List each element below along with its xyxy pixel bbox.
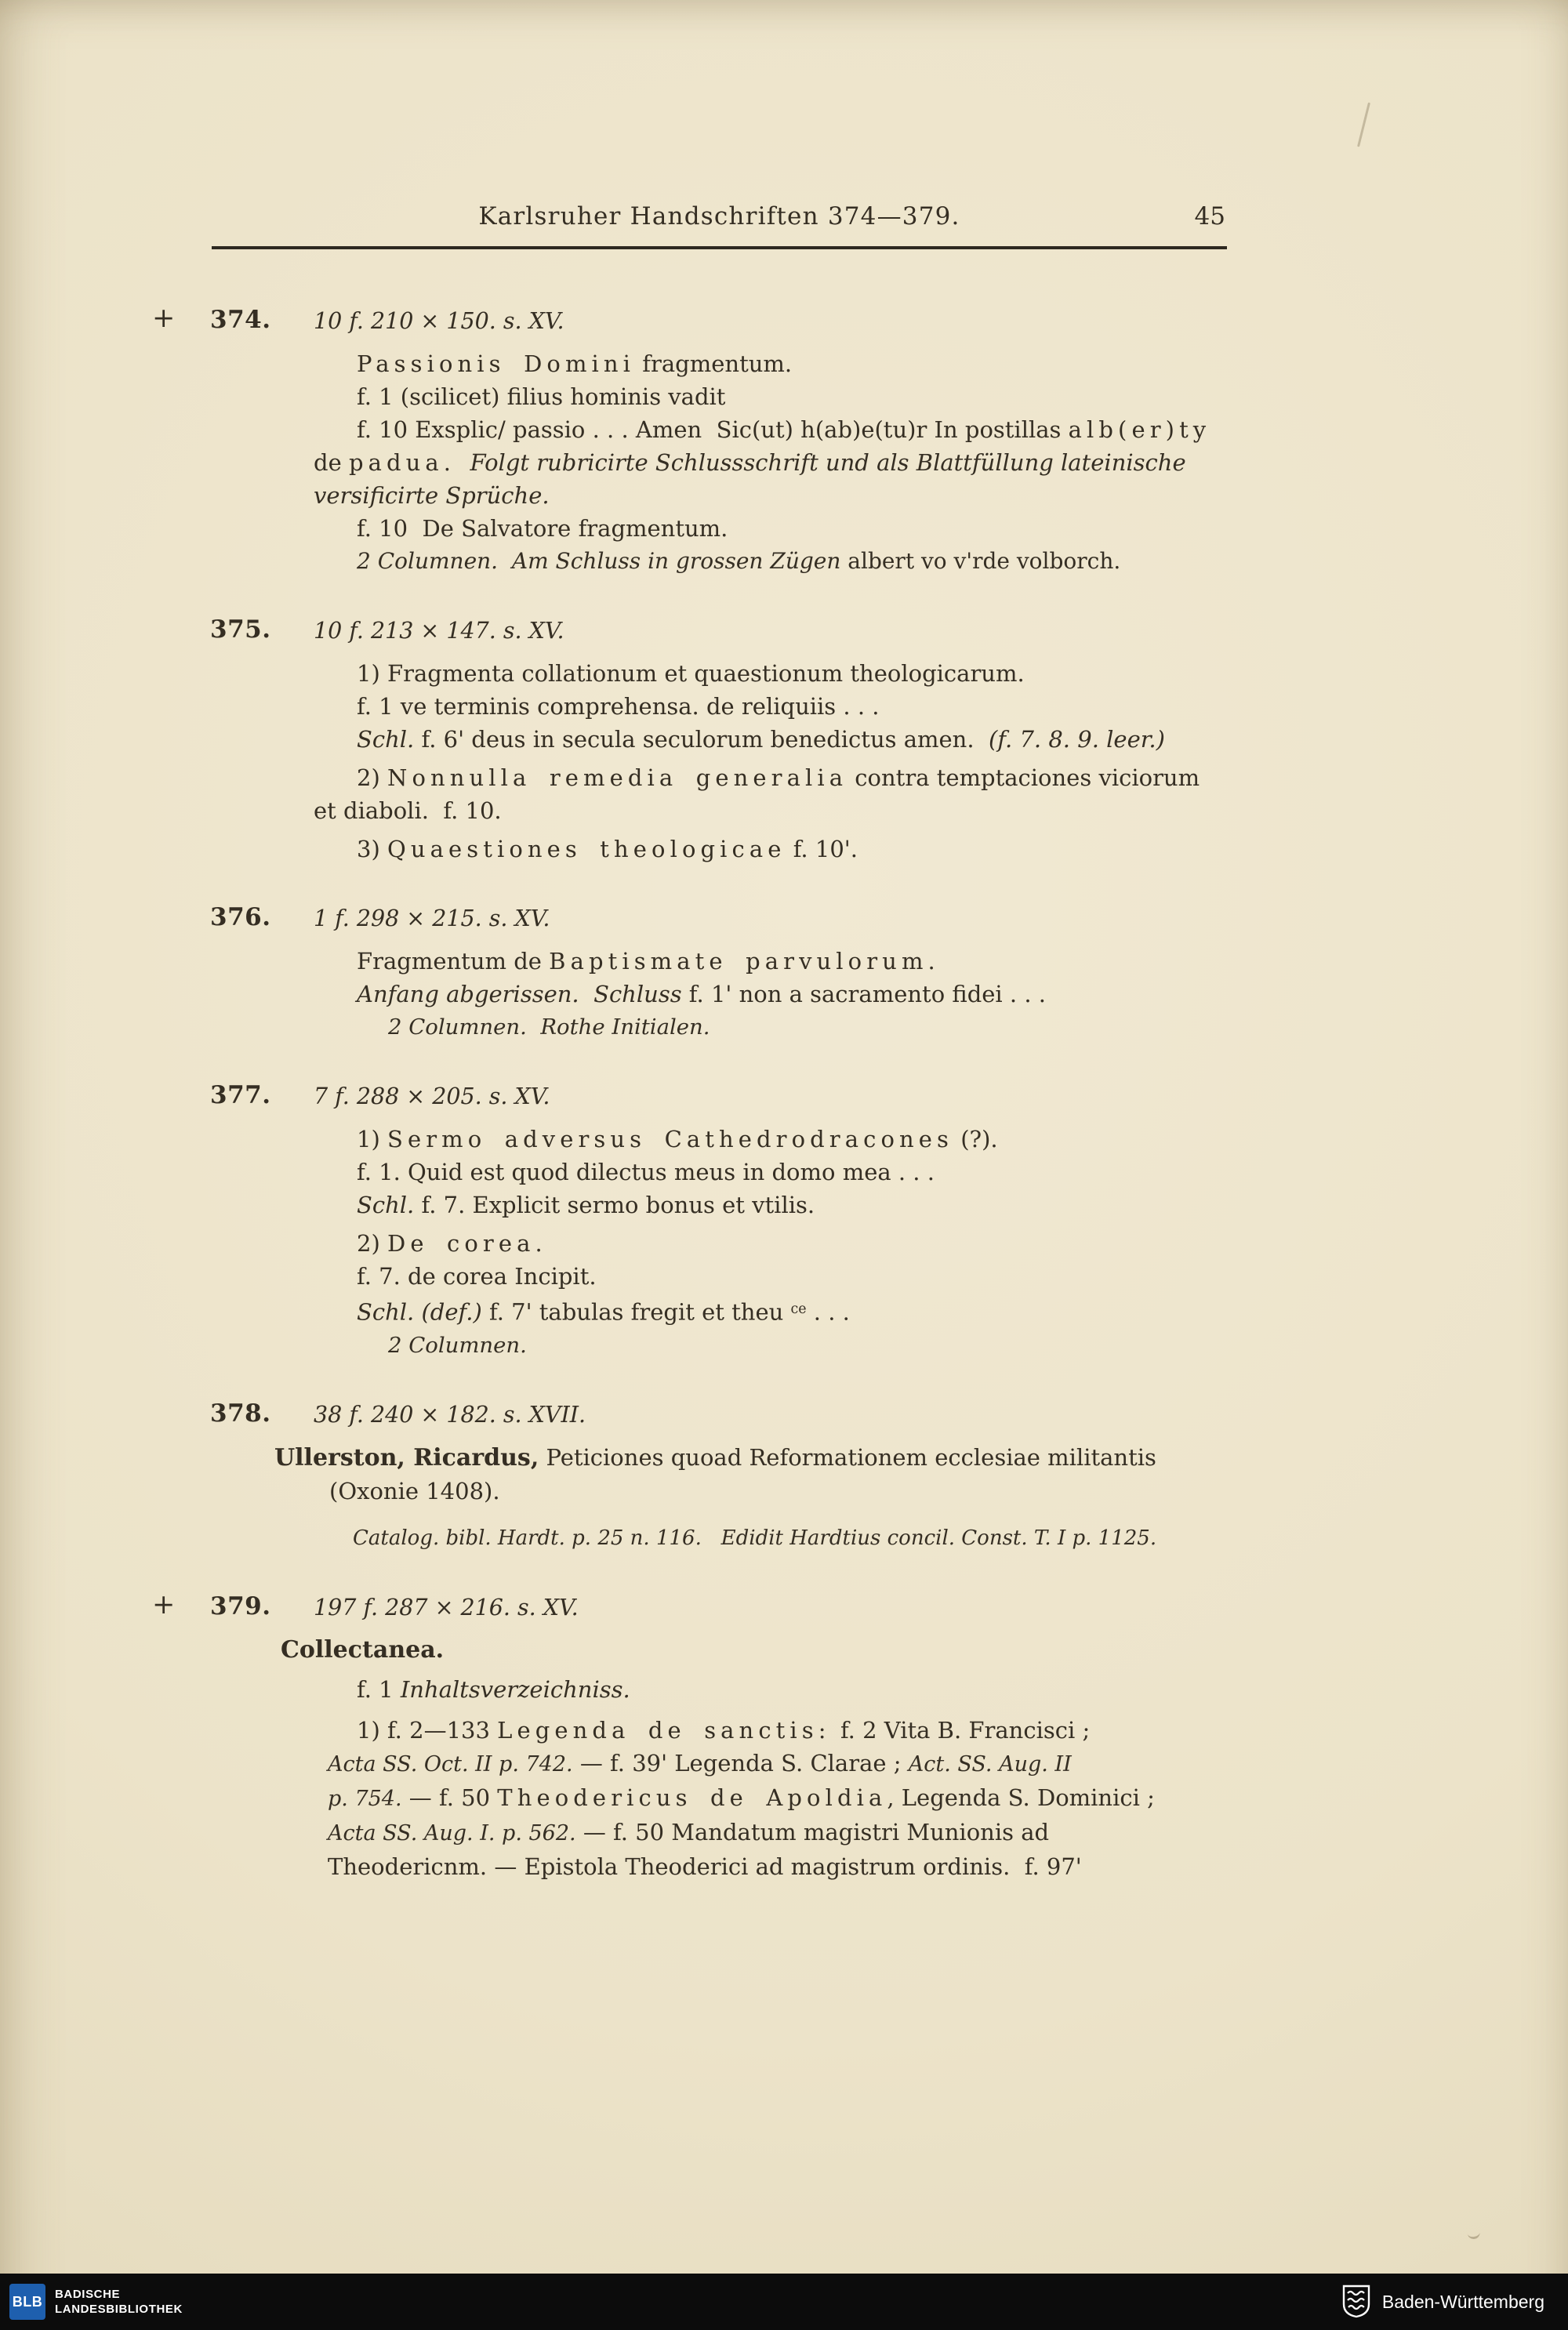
entry-head — [210, 614, 1294, 647]
state-brand — [1341, 2285, 1544, 2319]
text-segment: padua. — [348, 449, 456, 476]
plus-marker: + — [152, 303, 176, 334]
blb-logo: BLB — [9, 2284, 45, 2320]
entry-number: 374. — [210, 306, 271, 334]
text-segment: f. 1. Quid est quod dilectus meus in domo mea . . . — [357, 1159, 935, 1185]
legenda-paragraph-line — [328, 1781, 1294, 1816]
text-segment: : f. 2 Vita B. Francisci ; — [818, 1716, 1091, 1744]
text-segment: (?). — [953, 1126, 998, 1152]
text-segment: (Oxonie 1408). — [329, 1477, 500, 1504]
item-2-line — [314, 761, 1294, 794]
incipit-line — [314, 1156, 1294, 1189]
entry-head — [152, 1588, 1294, 1624]
abbreviation-superscript: ce — [790, 1301, 807, 1317]
entry-head — [210, 1398, 1294, 1431]
text-segment: Baptismate parvulorum — [549, 948, 928, 974]
text-segment: . — [535, 1230, 543, 1257]
entry-body — [314, 657, 1294, 866]
text-segment: versificirte Sprüche. — [314, 482, 550, 509]
text-segment: 3) — [357, 836, 387, 862]
explicit-line-2 — [314, 1293, 1294, 1329]
text-segment: De corea — [387, 1230, 535, 1257]
library-name-line1: BADISCHE — [55, 2288, 121, 2301]
text-segment: 2) — [357, 1230, 387, 1257]
text-segment: 2) — [357, 764, 387, 791]
columns-note — [314, 1329, 1294, 1362]
running-title: Karlsruher Handschriften 374—379. — [478, 202, 960, 230]
text-segment: . — [927, 948, 935, 974]
legenda-paragraph-line — [328, 1816, 1294, 1850]
incipit-line — [314, 690, 1294, 723]
text-segment: Inhaltsverzeichniss. — [400, 1675, 630, 1703]
collation-note: 7 f. 288 × 205. s. XV. — [314, 1083, 550, 1109]
text-segment: 1) Fragmenta collationum et quaestionum theologicarum. — [357, 660, 1025, 687]
text-segment: de — [314, 449, 349, 476]
explicit-continuation-line — [314, 479, 1294, 512]
text-segment: f. 10'. — [786, 836, 858, 862]
collation-note: 10 f. 210 × 150. s. XV. — [314, 308, 564, 334]
text-segment: f. 1' non a sacramento fidei . . . — [681, 981, 1047, 1007]
plus-marker: + — [152, 1588, 176, 1620]
entry-head — [210, 1080, 1294, 1112]
reference-segment: Acta SS. Oct. II p. 742. — [328, 1751, 573, 1777]
entry-379 — [152, 1588, 1294, 1883]
explicit-line — [314, 413, 1294, 446]
text-segment: f. 7' tabulas fregit et theu — [481, 1298, 791, 1326]
collation-note: 197 f. 287 × 216. s. XV. — [314, 1594, 579, 1620]
text-segment: f. 1 — [357, 1675, 401, 1703]
legenda-paragraph-line — [328, 1850, 1294, 1883]
item-1-line — [314, 1123, 1294, 1156]
explicit-line — [314, 723, 1294, 756]
text-segment: Schl. — [357, 726, 415, 753]
text-segment: Quaestiones theologicae — [387, 836, 786, 862]
author-title-continuation — [329, 1475, 1294, 1508]
reference-segment: p. 754. — [328, 1786, 402, 1811]
text-segment: 2 Columnen. — [388, 1332, 527, 1358]
entry-body — [314, 1123, 1294, 1362]
text-segment: Anfang abgerissen. Schluss — [357, 981, 682, 1007]
entry-number: 376. — [210, 903, 271, 931]
author-name: Ullerston, Ricardus, — [274, 1443, 539, 1472]
page-header — [212, 202, 1227, 237]
author-title-line — [274, 1441, 1294, 1475]
text-segment: , Legenda S. Dominici ; — [887, 1784, 1155, 1811]
text-segment: f. 10 Exsplic/ passio . . . Amen Sic(ut) h(ab)e(tu)r In postillas — [357, 416, 1069, 443]
text-segment: Schl. (def.) — [357, 1298, 482, 1326]
text-segment: f. 6' deus in secula seculorum benedictus amen. — [414, 726, 989, 753]
state-name: Baden-Württemberg — [1381, 2291, 1544, 2312]
text-segment: — f. 50 Mandatum magistri Munionis ad — [575, 1818, 1050, 1845]
library-name-line2: LANDESBIBLIOTHEK — [55, 2303, 183, 2316]
entry-374 — [152, 303, 1294, 578]
reference-segment: Act. SS. Aug. II — [908, 1751, 1072, 1777]
collectanea-title — [281, 1634, 1294, 1667]
entry-body — [281, 1634, 1294, 1883]
entry-number: 377. — [210, 1081, 271, 1109]
contents-line — [314, 1673, 1294, 1706]
text-segment: Folgt rubricirte Schlussschrift und als Blattfüllung lateinische — [456, 449, 1186, 476]
text-segment: et diaboli. f. 10. — [314, 797, 502, 824]
text-segment: Theodericnm. — Epistola Theoderici ad magistrum ordinis. f. 97' — [328, 1853, 1082, 1880]
entry-377 — [210, 1080, 1294, 1362]
item-1-line — [314, 657, 1294, 690]
text-segment: Catalog. bibl. Hardt. p. 25 n. 116. Edidit Hardtius concil. Const. T. I p. 1125. — [353, 1526, 1157, 1550]
text-segment: f. 10 De Salvatore fragmentum. — [357, 515, 728, 542]
catalog-entries — [152, 303, 1294, 1919]
item-3-line — [314, 833, 1294, 866]
text-segment: Passionis Domini — [357, 350, 636, 377]
entry-head — [210, 902, 1294, 935]
baden-wuerttemberg-coat-of-arms-icon — [1341, 2285, 1371, 2319]
text-segment: Collectanea. — [281, 1635, 445, 1664]
columns-note — [314, 1011, 1294, 1043]
text-segment: f. 7. de corea Incipit. — [357, 1263, 597, 1290]
text-segment: Theodericus de Apoldia — [497, 1784, 887, 1811]
entry-body — [314, 945, 1294, 1043]
reference-segment: Acta SS. Aug. I. p. 562. — [328, 1820, 576, 1845]
condition-note-line — [314, 978, 1294, 1011]
entry-376 — [210, 902, 1294, 1043]
entry-body — [314, 347, 1294, 578]
text-segment: f. 1 (scilicet) filius hominis vadit — [357, 383, 726, 410]
entry-375 — [210, 614, 1294, 866]
footer-bar — [0, 2274, 1568, 2330]
text-segment: contra temptaciones viciorum — [848, 764, 1200, 791]
scan-artifact-mark — [1467, 2230, 1480, 2240]
text-segment: f. 7. Explicit sermo bonus et vtilis. — [414, 1192, 815, 1218]
text-segment: Nonnulla remedia generalia — [387, 764, 848, 791]
text-segment: 1) — [357, 1126, 387, 1152]
item-2-continuation-line — [314, 794, 1294, 827]
text-segment: fragmentum. — [635, 350, 793, 377]
incipit-line-2 — [314, 1260, 1294, 1293]
text-segment: — f. 50 — [401, 1784, 498, 1811]
entry-number: 375. — [210, 615, 271, 644]
salvatore-line — [314, 512, 1294, 545]
item-2-line — [314, 1227, 1294, 1260]
text-segment: Legenda de sanctis — [497, 1716, 818, 1744]
explicit-line — [314, 1189, 1294, 1221]
text-segment: Peticiones quoad Reformationem ecclesiae militantis — [539, 1443, 1156, 1471]
bibliography-line — [314, 1522, 1294, 1555]
entry-body — [274, 1441, 1294, 1555]
text-segment: . . . — [806, 1298, 850, 1326]
scan-artifact-slash — [1357, 102, 1370, 147]
collation-note: 1 f. 298 × 215. s. XV. — [314, 906, 550, 931]
text-segment: Fragmentum de — [357, 948, 550, 974]
text-segment: Schl. — [357, 1192, 415, 1218]
entry-number: 379. — [210, 1591, 271, 1620]
text-segment: 2 Columnen. Rothe Initialen. — [388, 1014, 710, 1040]
library-brand — [9, 2284, 183, 2320]
incipit-line — [314, 380, 1294, 413]
text-segment: albert vo v'rde volborch. — [840, 548, 1121, 574]
text-segment: f. 1 ve terminis comprehensa. de reliquiis . . . — [357, 693, 880, 720]
page-number: 45 — [1194, 202, 1225, 230]
text-segment: alb(er)ty — [1068, 416, 1211, 443]
title-line — [314, 945, 1294, 978]
entry-head — [152, 303, 1294, 337]
text-segment: 2 Columnen. Am Schluss in grossen Zügen — [357, 548, 841, 574]
text-segment: 1) f. 2—133 — [357, 1716, 498, 1744]
explicit-continuation-line — [314, 446, 1294, 479]
library-name — [55, 2287, 183, 2317]
title-line — [314, 347, 1294, 380]
legenda-paragraph-line — [314, 1714, 1294, 1747]
entry-378 — [210, 1398, 1294, 1555]
collation-note: 10 f. 213 × 147. s. XV. — [314, 618, 564, 644]
text-segment: (f. 7. 8. 9. leer.) — [989, 726, 1165, 753]
text-segment: Sermo adversus Cathedrodracones — [387, 1126, 954, 1152]
entry-number: 378. — [210, 1399, 271, 1428]
columns-note — [314, 545, 1294, 578]
collation-note: 38 f. 240 × 182. s. XVII. — [314, 1401, 586, 1428]
legenda-paragraph-line — [328, 1747, 1294, 1781]
header-rule — [212, 246, 1227, 249]
text-segment: — f. 39' Legenda S. Clarae ; — [572, 1749, 909, 1777]
